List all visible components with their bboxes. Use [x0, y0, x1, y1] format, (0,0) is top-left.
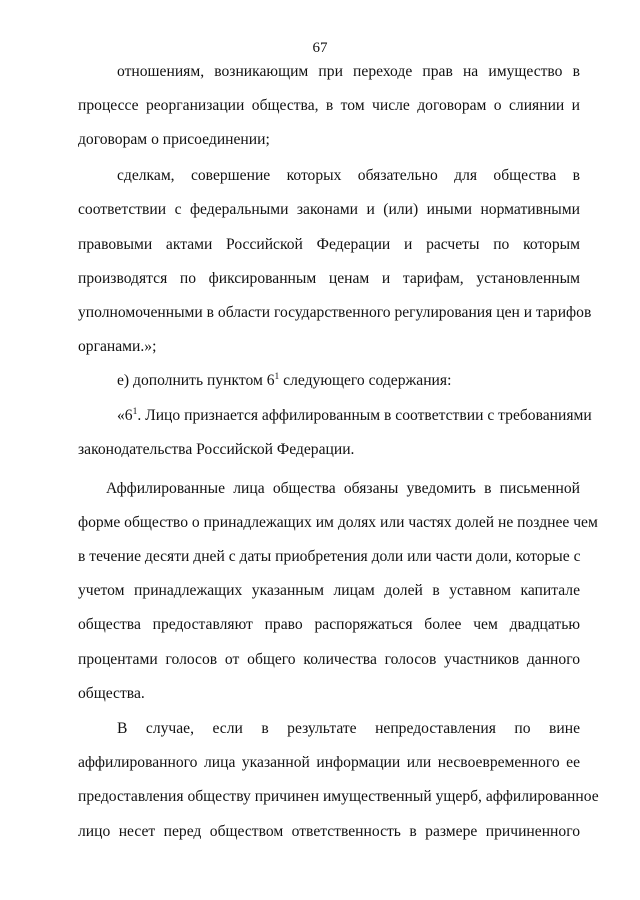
text-line: процентами голосов от общего количества голосов участников данного	[78, 651, 580, 668]
page-number: 67	[312, 40, 328, 56]
text-line: правовыми актами Российской Федерации и расчеты по которым	[78, 236, 580, 253]
text-line: учетом принадлежащих указанным лицам долей в уставном капитале	[78, 582, 580, 599]
text-line: процессе реорганизации общества, в том числе договорам о слиянии и	[78, 97, 580, 114]
text-line: лицо несет перед обществом ответственность в размере причиненного	[78, 823, 580, 840]
text-line: предоставления обществу причинен имущественный ущерб, аффилированное	[78, 788, 599, 805]
text-line: аффилированного лица указанной информации или несвоевременного ее	[78, 754, 580, 771]
text-line: Аффилированные лица общества обязаны уведомить в письменной	[106, 480, 580, 497]
text-line: форме общество о принадлежащих им долях или частях долей не позднее чем	[78, 514, 598, 531]
text-line: В случае, если в результате непредоставления по вине	[117, 720, 580, 737]
text-line: органами.»;	[78, 338, 157, 355]
text-line: отношениям, возникающим при переходе прав на имущество в	[117, 63, 580, 80]
text-line: общества предоставляют право распоряжаться более чем двадцатью	[78, 616, 580, 633]
text-line: в течение десяти дней с даты приобретения доли или части доли, которые с	[78, 548, 581, 565]
text-segment: «6	[117, 407, 133, 424]
text-line	[117, 371, 580, 391]
text-line: соответствии с федеральными законами и (или) иными нормативными	[78, 201, 580, 218]
text-segment: . Лицо признается аффилированным в соответствии с требованиями	[137, 407, 592, 424]
text-line: законодательства Российской Федерации.	[78, 441, 355, 458]
text-segment: е) дополнить пунктом 6	[117, 372, 275, 389]
text-line	[117, 406, 592, 426]
text-line: сделкам, совершение которых обязательно для общества в	[117, 167, 580, 184]
text-line: уполномоченными в области государственного регулирования цен и тарифов	[78, 304, 592, 321]
text-segment: следующего содержания:	[279, 372, 452, 389]
text-line: общества.	[78, 685, 145, 702]
text-line: производятся по фиксированным ценам и тарифам, установленным	[78, 270, 580, 287]
superscript: 1	[274, 371, 280, 382]
superscript: 1	[132, 406, 138, 417]
text-line: договорам о присоединении;	[78, 131, 270, 148]
